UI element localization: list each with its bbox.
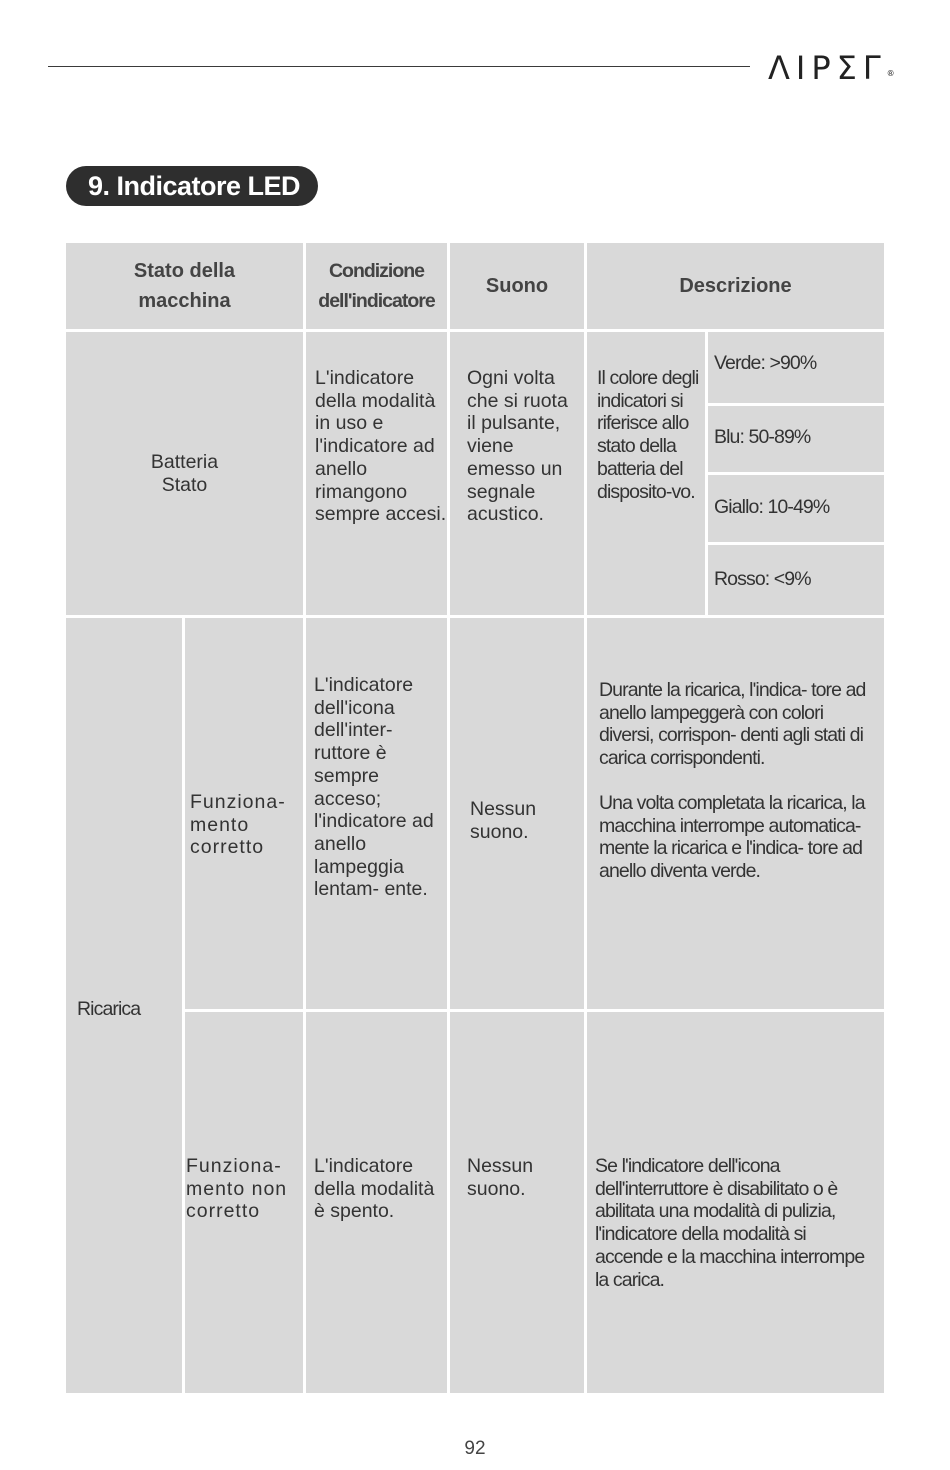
- charging-correct-description-2: Una volta completata la ricarica, la macchina interrompe automatica- mente la ricarica e l'indica- tore ad anello diventa verde.: [599, 791, 865, 882]
- battery-sound-cell: [450, 332, 584, 615]
- battery-state-label: Batteria Stato: [150, 450, 219, 496]
- charging-incorrect-description-cell: [587, 1012, 884, 1393]
- charging-correct-sound-cell: [450, 618, 584, 1009]
- battery-description-cell: [587, 332, 705, 615]
- charging-incorrect-sound-cell: [450, 1012, 584, 1393]
- charging-correct-condition-cell: [306, 618, 447, 1009]
- charging-incorrect-sound-text: Nessun suono.: [467, 1155, 534, 1200]
- page-number: 92: [464, 1438, 486, 1459]
- battery-description-text: Il colore degli indicatori si riferisce allo stato della batteria del disposito-vo.: [597, 367, 699, 503]
- header-state: Stato della macchina: [66, 243, 303, 329]
- charging-correct-description-cell: [587, 618, 884, 1009]
- charging-incorrect-condition-text: L'indicatore della modalità è spento.: [314, 1155, 435, 1223]
- battery-level-yellow: Giallo: 10-49%: [708, 475, 884, 542]
- header-sound: Suono: [450, 243, 584, 329]
- charging-incorrect-label-cell: [185, 1012, 303, 1393]
- charging-correct-sound-text: Nessun suono.: [470, 798, 537, 843]
- battery-level-blue: Blu: 50-89%: [708, 406, 884, 472]
- charging-incorrect-condition-cell: [306, 1012, 447, 1393]
- header-condition: Condizione dell'indicatore: [306, 243, 447, 329]
- header-description: Descrizione: [587, 243, 884, 329]
- charging-state-label: Ricarica: [77, 998, 141, 1020]
- charging-state-cell: [66, 618, 182, 1393]
- header-rule: [48, 66, 750, 67]
- charging-correct-description-1: Durante la ricarica, l'indica- tore ad anello lampeggerà con colori diversi, corrispon- denti agli stati di carica corrispondenti.: [599, 679, 866, 770]
- charging-correct-label: Funziona- mento corretto: [190, 791, 286, 859]
- section-title: 9. Indicatore LED: [66, 166, 318, 206]
- battery-sound-text: Ogni volta che si ruota il pulsante, viene emesso un segnale acustico.: [467, 367, 568, 526]
- battery-level-green: Verde: >90%: [708, 332, 884, 403]
- battery-condition-text: L'indicatore della modalità in uso e l'indicatore ad anello rimangono sempre accesi.: [315, 367, 447, 526]
- charging-incorrect-label: Funziona- mento non corretto: [186, 1155, 288, 1223]
- charging-incorrect-description-text: Se l'indicatore dell'icona dell'interruttore è disabilitato o è abilitata una modalità di pulizia, l'indicatore della modalità si accende e la macchina interrompe la carica.: [595, 1155, 865, 1291]
- battery-state-cell: [66, 332, 303, 615]
- battery-condition-cell: [306, 332, 447, 615]
- charging-correct-condition-text: L'indicatore dell'icona dell'inter- ruttore è sempre acceso; l'indicatore ad anello lampeggia lentam- ente.: [314, 674, 434, 901]
- aiper-logo: ΛIPΣΓ®: [768, 49, 895, 87]
- battery-level-red: Rosso: <9%: [708, 545, 884, 615]
- charging-correct-label-cell: [185, 618, 303, 1009]
